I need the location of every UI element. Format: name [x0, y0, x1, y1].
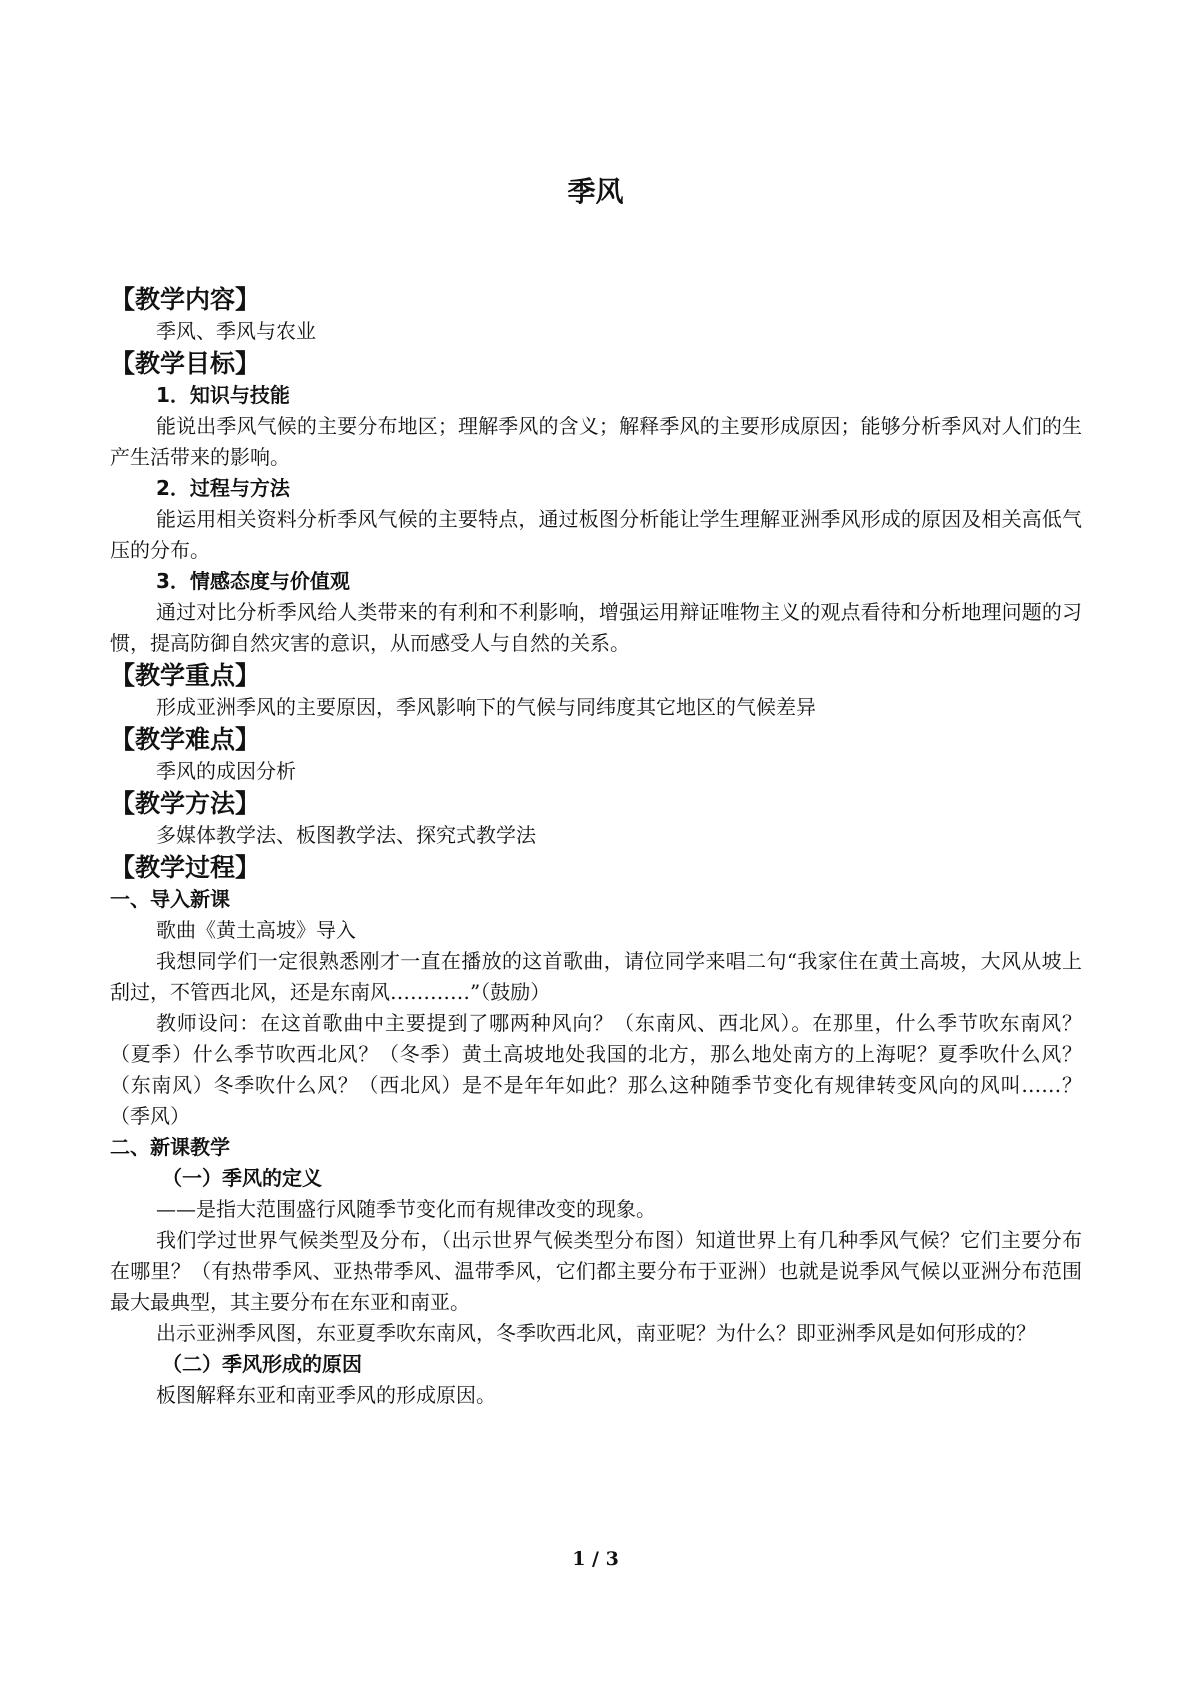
paragraph: 季风的成因分析 — [156, 759, 296, 783]
subheading-attitude-values: 3．情感态度与价值观 — [156, 569, 350, 593]
heading-key-points: 【教学重点】 — [110, 661, 261, 690]
page-title: 季风 — [567, 175, 624, 208]
paragraph: 能运用相关资料分析季风气候的主要特点，通过板图分析能让学生理解亚洲季风形成的原因及相关高低气压的分布。 — [110, 507, 1082, 562]
paragraph: 教师设问：在这首歌曲中主要提到了哪两种风向？（东南风、西北风）。在那里，什么季节吹东南风？（夏季）什么季节吹西北风？（冬季）黄土高坡地处我国的北方，那么地处南方的上海呢？夏季吹什么风？（东南风）冬季吹什么风？（西北风）是不是年年如此？那么这种随季节变化有规律转变风向的风叫……？（季风） — [110, 1011, 1082, 1128]
heading-teaching-goals: 【教学目标】 — [110, 349, 261, 378]
paragraph: 通过对比分析季风给人类带来的有利和不利影响，增强运用辩证唯物主义的观点看待和分析地理问题的习惯，提高防御自然灾害的意识，从而感受人与自然的关系。 — [110, 600, 1082, 655]
page-number: 1 / 3 — [572, 1548, 619, 1570]
paragraph: 我想同学们一定很熟悉刚才一直在播放的这首歌曲，请位同学来唱二句“我家住在黄土高坡，大风从坡上刮过，不管西北风，还是东南风…………”（鼓励） — [110, 949, 1082, 1004]
paragraph: 板图解释东亚和南亚季风的形成原因。 — [156, 1383, 496, 1407]
subheading-introduction: 一、导入新课 — [110, 887, 230, 911]
paragraph: ——是指大范围盛行风随季节变化而有规律改变的现象。 — [156, 1197, 656, 1221]
subheading-knowledge-skills: 1．知识与技能 — [156, 383, 290, 407]
subheading-process-methods: 2．过程与方法 — [156, 476, 290, 500]
heading-difficulties: 【教学难点】 — [110, 725, 261, 754]
heading-methods: 【教学方法】 — [110, 789, 261, 818]
heading-teaching-process: 【教学过程】 — [110, 853, 261, 882]
heading-teaching-content: 【教学内容】 — [110, 285, 261, 314]
paragraph: 我们学过世界气候类型及分布，（出示世界气候类型分布图）知道世界上有几种季风气候？它们主要分布在哪里？（有热带季风、亚热带季风、温带季风，它们都主要分布于亚洲）也就是说季风气候以亚洲分布范围最大最典型，其主要分布在东亚和南亚。 — [110, 1228, 1082, 1314]
paragraph: 歌曲《黄土高坡》导入 — [156, 918, 356, 942]
paragraph: 季风、季风与农业 — [156, 319, 316, 343]
subheading-new-lesson: 二、新课教学 — [110, 1135, 230, 1159]
subheading-monsoon-causes: （二）季风形成的原因 — [162, 1352, 362, 1376]
paragraph: 形成亚洲季风的主要原因，季风影响下的气候与同纬度其它地区的气候差异 — [156, 695, 816, 719]
paragraph: 能说出季风气候的主要分布地区；理解季风的含义；解释季风的主要形成原因；能够分析季风对人们的生产生活带来的影响。 — [110, 414, 1082, 469]
subheading-monsoon-definition: （一）季风的定义 — [162, 1166, 322, 1190]
paragraph: 多媒体教学法、板图教学法、探究式教学法 — [156, 823, 536, 847]
paragraph: 出示亚洲季风图，东亚夏季吹东南风，冬季吹西北风，南亚呢？为什么？即亚洲季风是如何形成的？ — [156, 1321, 1036, 1345]
document-body — [110, 283, 1082, 1411]
